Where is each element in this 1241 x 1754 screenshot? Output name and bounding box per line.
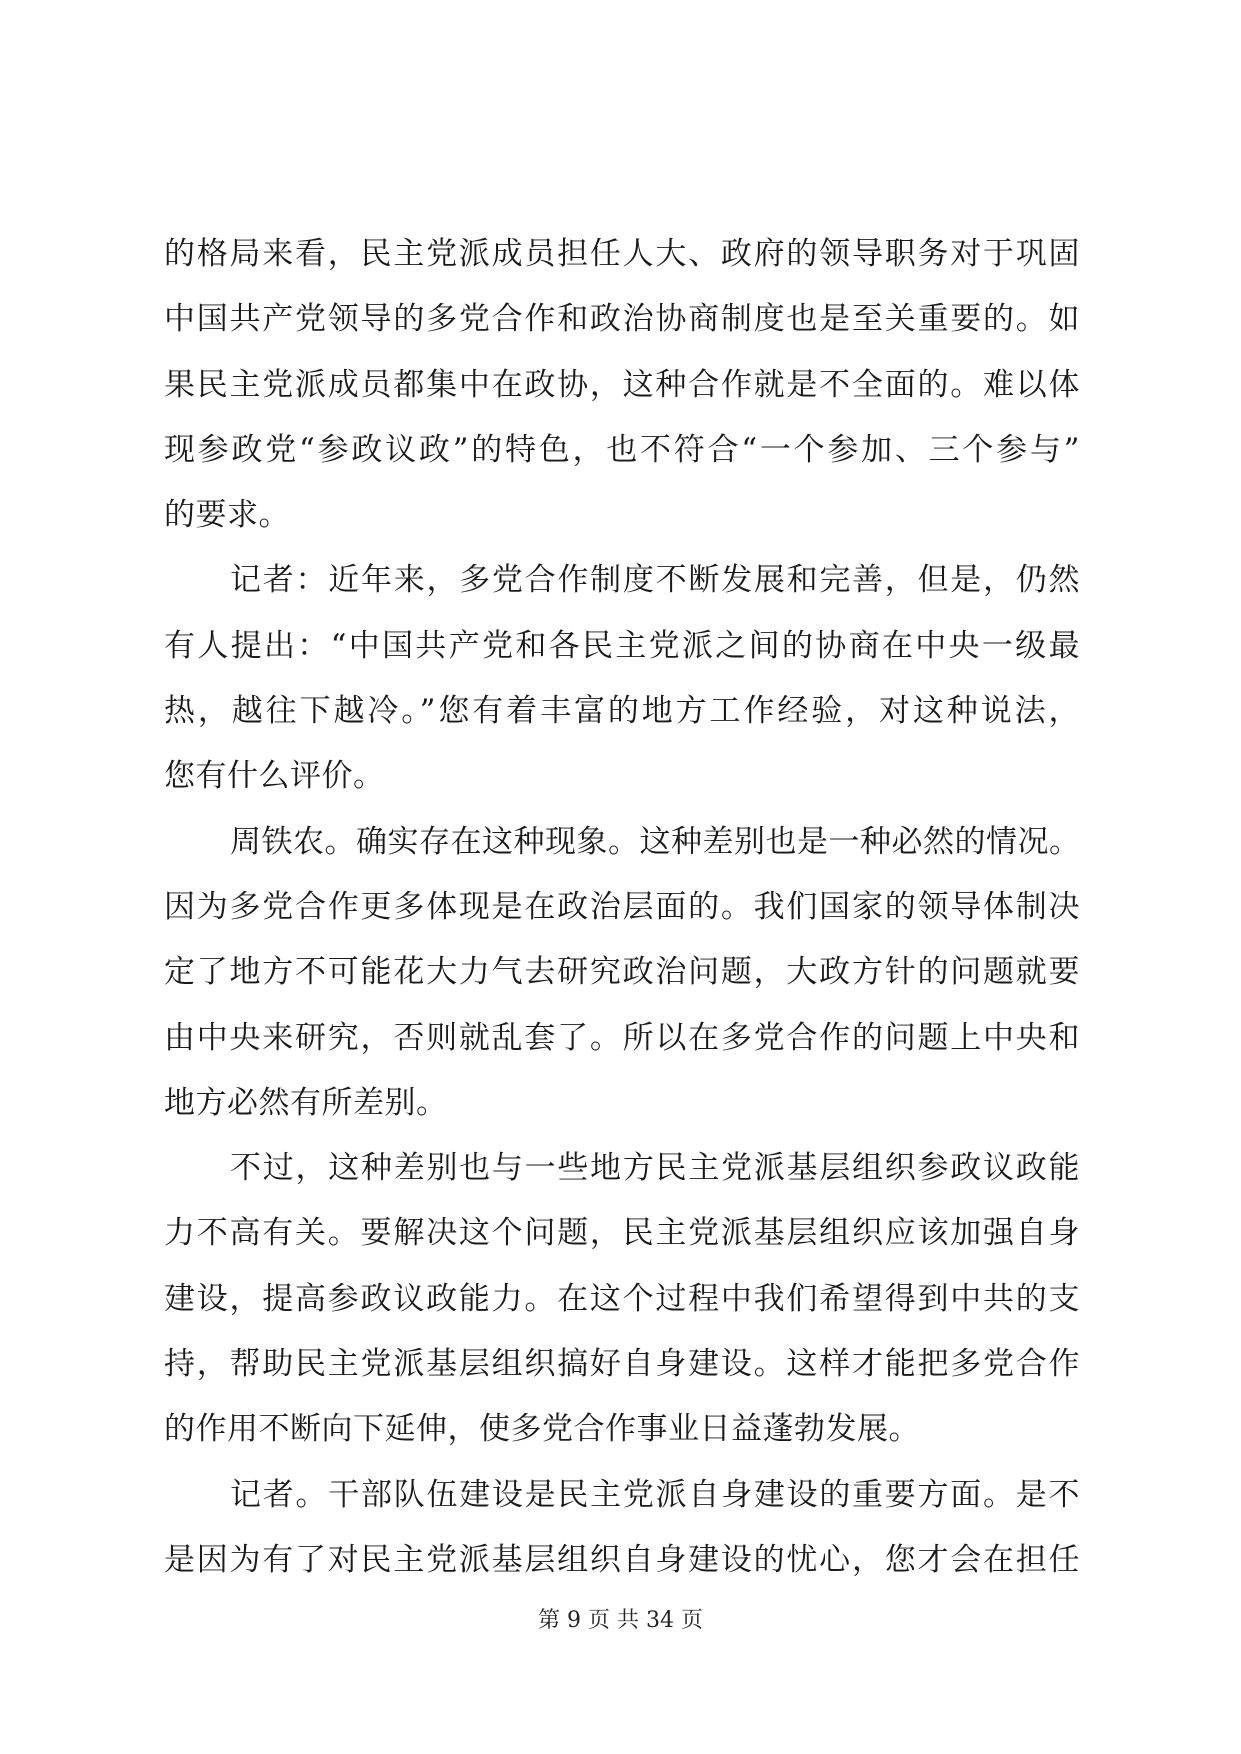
text-line: 定了地方不可能花大力气去研究政治问题，大政方针的问题就要 <box>164 954 1080 991</box>
text-line: 热，越往下越冷。”您有着丰富的地方工作经验，对这种说法， <box>164 693 1080 730</box>
text-line: 力不高有关。要解决这个问题，民主党派基层组织应该加强自身 <box>164 1215 1080 1252</box>
page-footer: 第 9 页 共 34 页 <box>538 1608 703 1633</box>
text-line: 中国共产党领导的多党合作和政治协商制度也是至关重要的。如 <box>164 301 1080 338</box>
text-line: 持，帮助民主党派基层组织搞好自身建设。这样才能把多党合作 <box>164 1346 1080 1383</box>
text-line: 周铁农。确实存在这种现象。这种差别也是一种必然的情况。 <box>230 823 1081 860</box>
text-line: 地方必然有所差别。 <box>164 1084 448 1121</box>
text-line: 不过，这种差别也与一些地方民主党派基层组织参政议政能 <box>230 1150 1080 1187</box>
text-line: 是因为有了对民主党派基层组织自身建设的忧心，您才会在担任 <box>164 1541 1080 1578</box>
body-text <box>164 222 1080 1593</box>
text-line: 的作用不断向下延伸，使多党合作事业日益蓬勃发展。 <box>164 1411 920 1448</box>
text-line: 有人提出：“中国共产党和各民主党派之间的协商在中央一级最 <box>164 627 1080 664</box>
text-line: 建设，提高参政议政能力。在这个过程中我们希望得到中共的支 <box>164 1280 1080 1317</box>
text-line: 由中央来研究，否则就乱套了。所以在多党合作的问题上中央和 <box>164 1019 1080 1056</box>
text-line: 的格局来看，民主党派成员担任人大、政府的领导职务对于巩固 <box>164 236 1080 272</box>
text-line: 您有什么评价。 <box>164 758 385 795</box>
text-line: 因为多党合作更多体现是在政治层面的。我们国家的领导体制决 <box>164 888 1080 925</box>
text-line: 的要求。 <box>164 497 290 534</box>
text-line: 现参政党“参政议政”的特色，也不符合“一个参加、三个参与” <box>164 431 1080 468</box>
text-line: 记者：近年来，多党合作制度不断发展和完善，但是，仍然 <box>230 562 1080 599</box>
text-line: 记者。干部队伍建设是民主党派自身建设的重要方面。是不 <box>230 1476 1080 1513</box>
text-line: 果民主党派成员都集中在政协，这种合作就是不全面的。难以体 <box>164 366 1080 403</box>
